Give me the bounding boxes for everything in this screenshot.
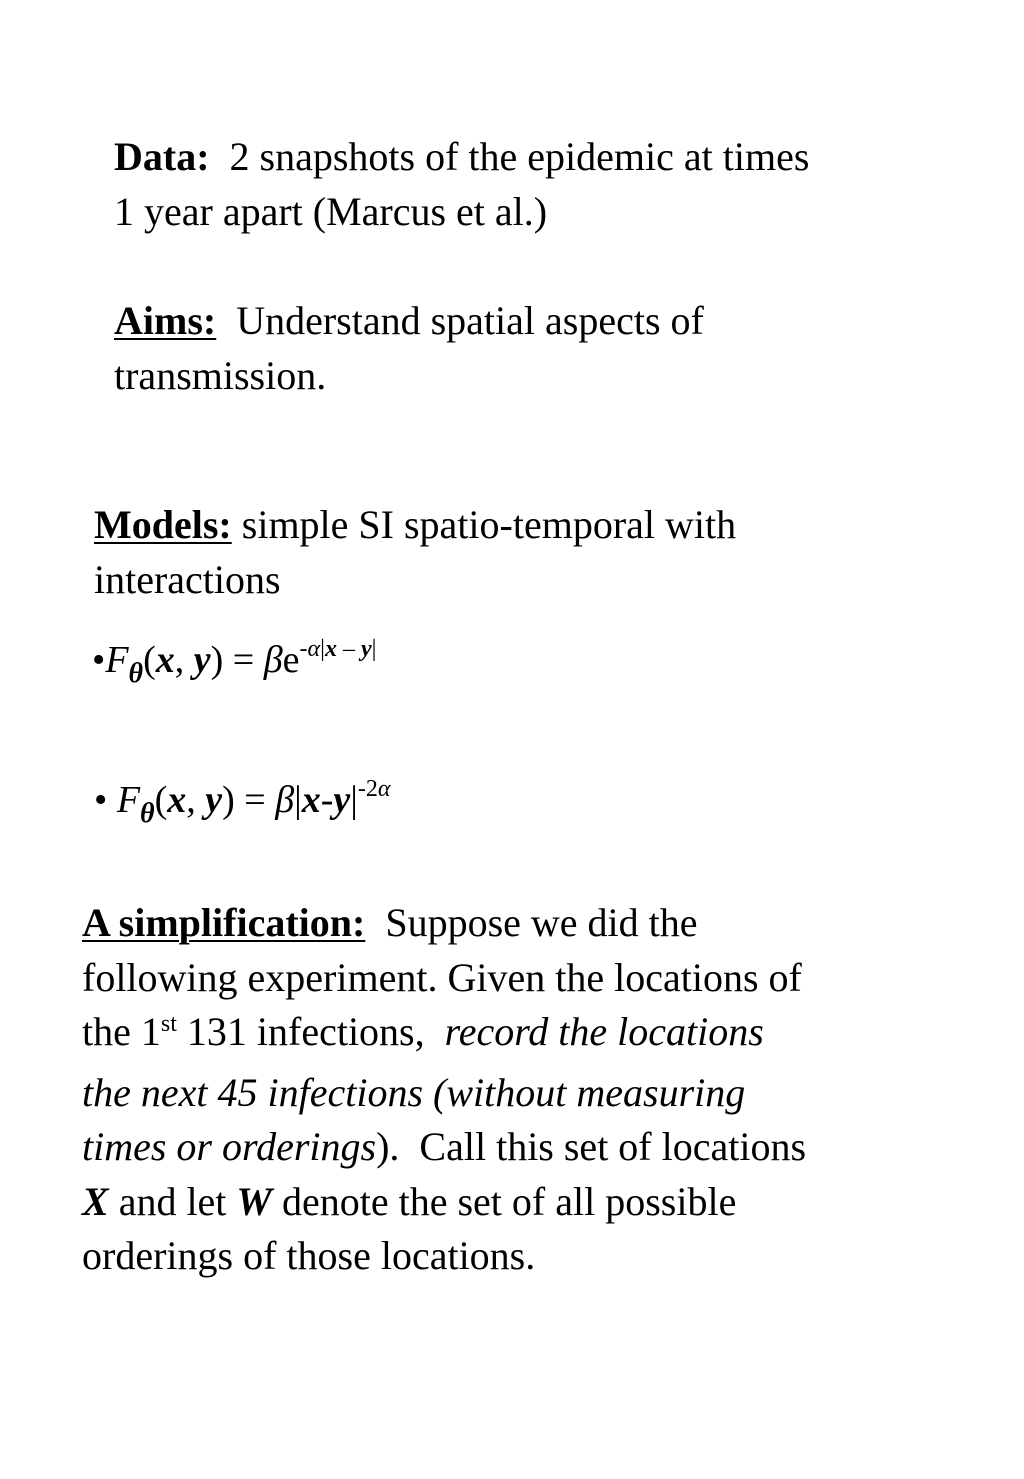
formula1-exp-alpha: α	[307, 636, 321, 662]
data-text-2: 1 year apart (Marcus et al.)	[114, 188, 548, 234]
formula1-exp-y: y	[360, 636, 372, 662]
formula1-open: (	[143, 639, 156, 681]
models-text-1: simple SI spatio-temporal with	[241, 502, 737, 547]
aims-text-2: transmission.	[114, 352, 327, 398]
simplification-line-7: orderings of those locations.	[82, 1233, 536, 1278]
data-line-1	[114, 130, 809, 185]
formula1-comma: ,	[174, 639, 194, 681]
models-section	[94, 498, 736, 607]
simplification-W: W	[236, 1178, 272, 1224]
formula2-x: x	[167, 779, 187, 821]
formula2-theta: θ	[140, 798, 155, 829]
formula1-exp-bar-2: |	[371, 636, 377, 662]
formula1-beta: β	[263, 639, 283, 681]
aims-section	[114, 294, 704, 403]
formula2-bar-1: |	[294, 779, 302, 821]
simplification-l3-b: 131 infections,	[176, 1009, 445, 1054]
formula1-y: y	[193, 639, 211, 681]
simplification-l3-a: the 1	[82, 1009, 161, 1054]
data-section	[114, 130, 809, 239]
models-heading: Models:	[94, 502, 232, 547]
formula1-x: x	[155, 639, 175, 681]
formula-power-kernel	[94, 776, 391, 829]
formula2-y2: y	[333, 779, 351, 821]
formula2-close: )	[222, 779, 235, 821]
formula2-open: (	[154, 779, 168, 821]
simplification-line-5	[82, 1120, 806, 1175]
data-text-1: 2 snapshots of the epidemic at times	[229, 134, 810, 179]
formula2-bar-2: |	[350, 779, 358, 821]
formula1-F: F	[105, 639, 129, 681]
simplification-heading: A simplification:	[82, 900, 366, 945]
formula2-comma: ,	[186, 779, 206, 821]
formula1-e: e	[282, 639, 300, 681]
simplification-l3-sup: st	[160, 1011, 177, 1037]
simplification-line-1	[82, 896, 806, 951]
simplification-l5-text: ). Call this set of locations	[376, 1124, 807, 1169]
simplification-l6-a: and let	[108, 1178, 237, 1224]
aims-line-1	[114, 294, 704, 349]
formula2-exp-number: -2	[357, 776, 378, 802]
simplification-line-2: following experiment. Given the locations of	[82, 954, 802, 1000]
formula1-equals: =	[223, 639, 264, 681]
simplification-line-3	[82, 1005, 806, 1066]
formula1-theta: θ	[128, 658, 144, 689]
formula2-beta: β	[275, 779, 295, 821]
aims-text-1: Understand spatial aspects of	[236, 298, 704, 343]
formula1-bullet: •	[92, 639, 106, 681]
formula-exponential-kernel	[92, 636, 377, 689]
simplification-section	[82, 896, 806, 1284]
formula2-exponent	[358, 776, 391, 802]
formula1-exp-minus: -	[299, 636, 308, 662]
aims-heading: Aims:	[114, 298, 217, 343]
formula1-close: )	[210, 639, 224, 681]
simplification-line-4: the next 45 infections (without measuring	[82, 1069, 746, 1115]
models-line-1	[94, 498, 736, 553]
formula2-x2: x	[301, 779, 321, 821]
formula1-exponent	[300, 636, 377, 662]
simplification-l3-italic: record the locations	[444, 1009, 764, 1054]
formula2-F: F	[116, 779, 141, 821]
simplification-X: X	[82, 1178, 109, 1224]
data-heading: Data:	[114, 134, 210, 179]
formula2-y: y	[205, 779, 223, 821]
simplification-l5-italic: times or orderings	[82, 1124, 377, 1169]
simplification-l6-b: denote the set of all possible	[272, 1178, 737, 1224]
formula2-bullet: •	[94, 779, 117, 821]
formula2-dash: -	[320, 779, 334, 821]
formula1-exp-bar-1: |	[320, 636, 325, 662]
simplification-line-6	[82, 1175, 806, 1230]
simplification-text-1: Suppose we did the	[385, 900, 698, 945]
formula2-exp-alpha: α	[377, 776, 391, 802]
models-text-2: interactions	[94, 556, 281, 602]
formula2-equals: =	[234, 779, 276, 821]
formula1-exp-dash: –	[336, 636, 361, 662]
formula1-exp-x: x	[324, 636, 337, 662]
